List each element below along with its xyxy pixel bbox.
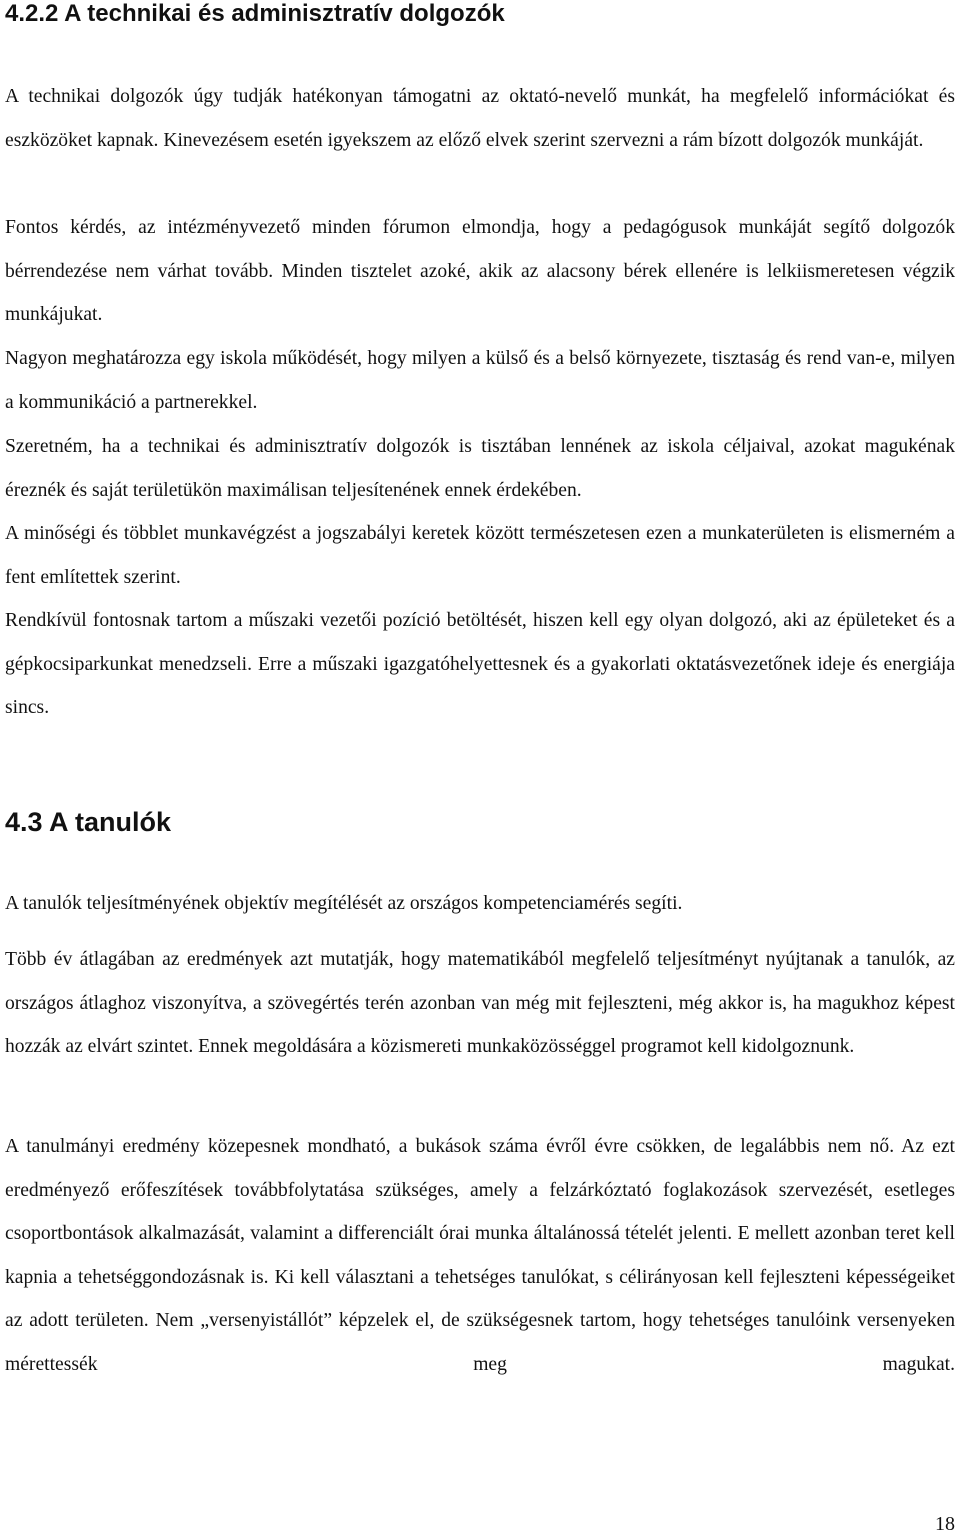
paragraph: A tanulók teljesítményének objektív megítélését az országos kompetenciamérés segíti. — [5, 893, 683, 914]
paragraph: Több év átlagában az eredmények azt mutatják, hogy matematikából megfelelő teljesítményt nyújtanak a tanulók, az országos átlaghoz viszonyítva, a szövegértés terén azonban van még mit fejleszteni, még akkor is, ha magukhoz képest hozzák az elvárt szintet. Ennek megoldására a közismereti munkaközösséggel programot kell kidolgoznunk. — [5, 949, 955, 1058]
section-heading-students: 4.3 A tanulók — [5, 807, 172, 837]
paragraph: Szeretném, ha a technikai és adminisztratív dolgozók is tisztában lennének az iskola céljaival, azokat magukénak éreznék és saját területükön maximálisan teljesítenének ennek érdekében. — [5, 436, 955, 501]
paragraph: A minőségi és többlet munkavégzést a jogszabályi keretek között természetesen ezen a munkaterületen is elismerném a fent említettek szerint. — [5, 523, 955, 588]
page-number: 18 — [935, 1513, 955, 1535]
paragraph: Rendkívül fontosnak tartom a műszaki vezetői pozíció betöltését, hiszen kell egy olyan dolgozó, aki az épületeket és a gépkocsiparkunkat menedzseli. Erre a műszaki igazgatóhelyettesnek és a gyakorlati oktatásvezetőnek ideje és energiája sincs. — [5, 610, 955, 719]
section-heading-technical-staff: 4.2.2 A technikai és adminisztratív dolgozók — [5, 0, 505, 27]
paragraph: Fontos kérdés, az intézményvezető minden fórumon elmondja, hogy a pedagógusok munkáját segítő dolgozók bérrendezése nem várhat tovább. Minden tisztelet azoké, akik az alacsony bérek ellenére is lelkiismeretesen végzik munkájukat. — [5, 217, 955, 326]
paragraph: Nagyon meghatározza egy iskola működését, hogy milyen a külső és a belső környezete, tisztaság és rend van-e, milyen a kommunikáció a partnerekkel. — [5, 348, 955, 413]
paragraph: A technikai dolgozók úgy tudják hatékonyan támogatni az oktató-nevelő munkát, ha megfelelő információkat és eszközöket kapnak. Kinevezésem esetén igyekszem az előző elvek szerint szervezni a rám bízott dolgozók munkáját. — [5, 86, 955, 151]
paragraph: A tanulmányi eredmény közepesnek mondható, a bukások száma évről évre csökken, de legalábbis nem nő. Az ezt eredményező erőfeszítések továbbfolytatása szükséges, amely a felzárkóztató foglakozások szervezését, esetleges csoportbontások alkalmazását, valamint a differenciált órai munka általánossá tételét jelenti. E mellett azonban teret kell kapnia a tehetséggondozásnak is. Ki kell választani a tehetséges tanulókat, s célirányosan kell fejleszteni képességeiket az adott területen. Nem „versenyistállót” képzelek el, de szükségesnek tartom, hogy tehetséges tanulóink versenyeken mérettessék meg magukat. — [5, 1136, 955, 1375]
